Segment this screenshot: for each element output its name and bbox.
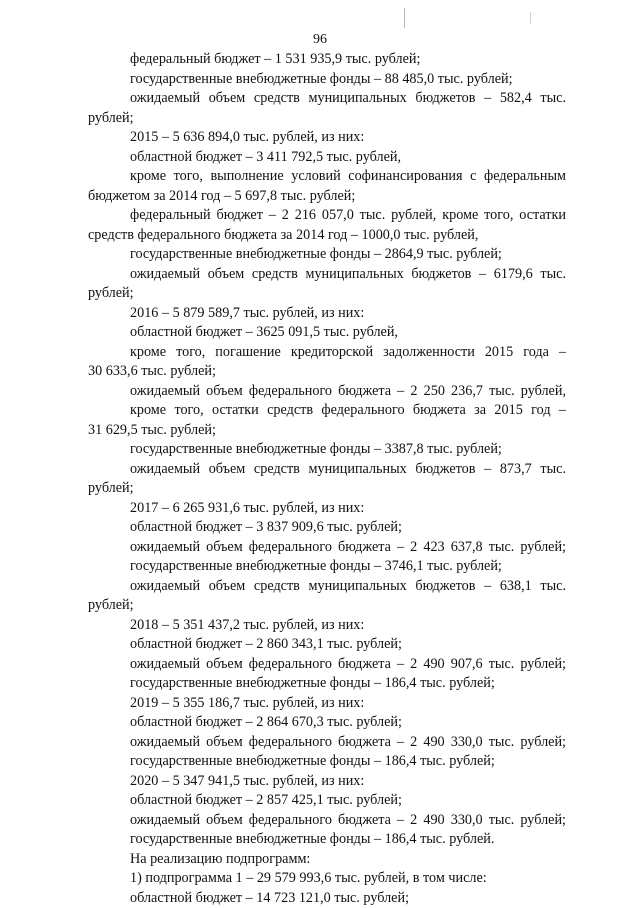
- text-line: государственные внебюджетные фонды – 3746,1 тыс. рублей;: [88, 557, 566, 577]
- text-line: 31 629,5 тыс. рублей;: [88, 421, 566, 441]
- text-line: бюджетом за 2014 год – 5 697,8 тыс. рублей;: [88, 187, 566, 207]
- text-line: областной бюджет – 3625 091,5 тыс. рублей,: [88, 323, 566, 343]
- text-line: областной бюджет – 2 860 343,1 тыс. рублей;: [88, 635, 566, 655]
- text-line: 30 633,6 тыс. рублей;: [88, 362, 566, 382]
- text-line: рублей;: [88, 479, 566, 499]
- text-line: федеральный бюджет – 1 531 935,9 тыс. рублей;: [88, 50, 566, 70]
- text-line: рублей;: [88, 596, 566, 616]
- text-line: рублей;: [88, 109, 566, 129]
- text-line: областной бюджет – 3 411 792,5 тыс. рублей,: [88, 148, 566, 168]
- text-line: ожидаемый объем средств муниципальных бюджетов – 582,4 тыс.: [88, 89, 566, 109]
- text-line: ожидаемый объем средств муниципальных бюджетов – 6179,6 тыс.: [88, 265, 566, 285]
- text-line: областной бюджет – 2 864 670,3 тыс. рублей;: [88, 713, 566, 733]
- text-line: государственные внебюджетные фонды – 2864,9 тыс. рублей;: [88, 245, 566, 265]
- text-line: средств федерального бюджета за 2014 год – 1000,0 тыс. рублей,: [88, 226, 566, 246]
- scan-artifact-mark: [404, 8, 405, 28]
- text-line: государственные внебюджетные фонды – 88 485,0 тыс. рублей;: [88, 70, 566, 90]
- text-line: государственные внебюджетные фонды – 186,4 тыс. рублей;: [88, 752, 566, 772]
- text-line: федеральный бюджет – 2 216 057,0 тыс. рублей, кроме того, остатки: [88, 206, 566, 226]
- text-line: 2018 – 5 351 437,2 тыс. рублей, из них:: [88, 616, 566, 636]
- text-line: ожидаемый объем федерального бюджета – 2 490 907,6 тыс. рублей;: [88, 655, 566, 675]
- text-line: кроме того, остатки средств федерального бюджета за 2015 год –: [88, 401, 566, 421]
- text-line: государственные внебюджетные фонды – 3387,8 тыс. рублей;: [88, 440, 566, 460]
- text-line: областной бюджет – 2 857 425,1 тыс. рублей;: [88, 791, 566, 811]
- text-line: кроме того, выполнение условий софинансирования с федеральным: [88, 167, 566, 187]
- text-line: 2019 – 5 355 186,7 тыс. рублей, из них:: [88, 694, 566, 714]
- text-line: ожидаемый объем федерального бюджета – 2 490 330,0 тыс. рублей;: [88, 811, 566, 831]
- text-line: областной бюджет – 14 723 121,0 тыс. рублей;: [88, 889, 566, 908]
- text-line: 2020 – 5 347 941,5 тыс. рублей, из них:: [88, 772, 566, 792]
- text-line: областной бюджет – 3 837 909,6 тыс. рублей;: [88, 518, 566, 538]
- text-line: кроме того, погашение кредиторской задолженности 2015 года –: [88, 343, 566, 363]
- text-line: государственные внебюджетные фонды – 186,4 тыс. рублей.: [88, 830, 566, 850]
- scan-artifact-mark: [530, 12, 531, 24]
- text-line: 2015 – 5 636 894,0 тыс. рублей, из них:: [88, 128, 566, 148]
- text-line: ожидаемый объем средств муниципальных бюджетов – 873,7 тыс.: [88, 460, 566, 480]
- text-line: государственные внебюджетные фонды – 186,4 тыс. рублей;: [88, 674, 566, 694]
- text-line: ожидаемый объем средств муниципальных бюджетов – 638,1 тыс.: [88, 577, 566, 597]
- text-line: ожидаемый объем федерального бюджета – 2 490 330,0 тыс. рублей;: [88, 733, 566, 753]
- text-line: 2016 – 5 879 589,7 тыс. рублей, из них:: [88, 304, 566, 324]
- text-line: ожидаемый объем федерального бюджета – 2 423 637,8 тыс. рублей;: [88, 538, 566, 558]
- text-line: рублей;: [88, 284, 566, 304]
- page-number: 96: [0, 31, 640, 49]
- document-body: [88, 50, 566, 908]
- text-line: ожидаемый объем федерального бюджета – 2 250 236,7 тыс. рублей,: [88, 382, 566, 402]
- text-line: 1) подпрограмма 1 – 29 579 993,6 тыс. рублей, в том числе:: [88, 869, 566, 889]
- text-line: На реализацию подпрограмм:: [88, 850, 566, 870]
- text-line: 2017 – 6 265 931,6 тыс. рублей, из них:: [88, 499, 566, 519]
